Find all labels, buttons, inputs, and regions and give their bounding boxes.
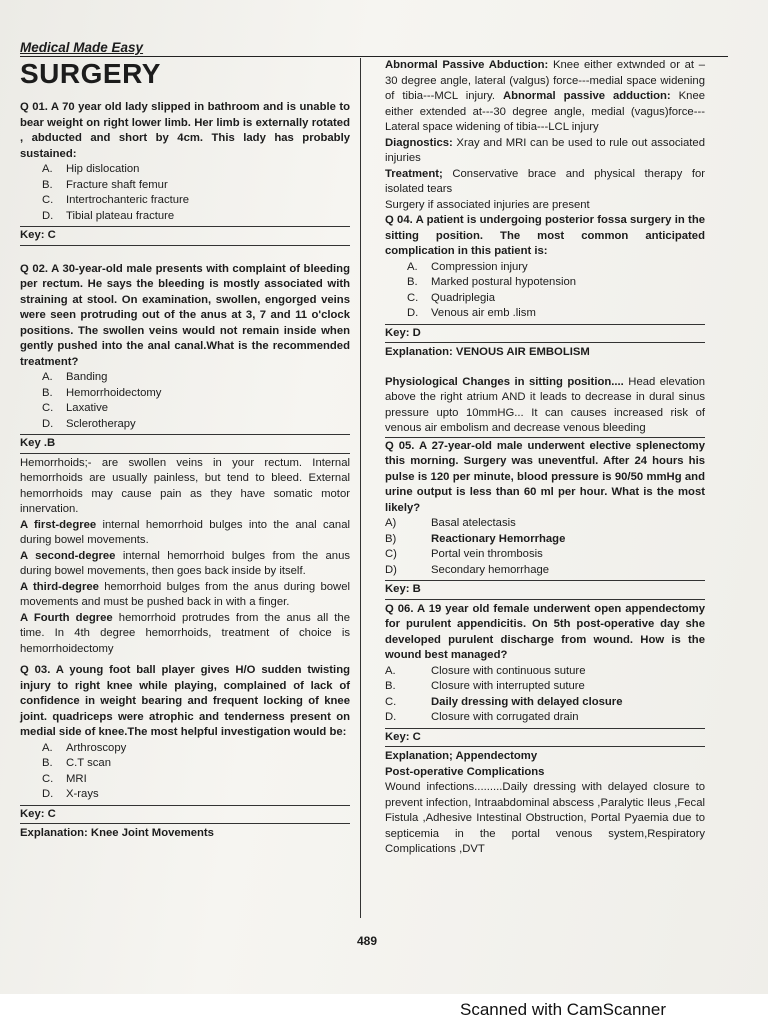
question-3: Q 03. A young foot ball player gives H/O sudden twisting injury to right knee while playing, complained of lack of confidence in weight bearing and frequent locking of knee joint. quadriceps were atrophic and tenderness present on medial side of knee.The most helpful investigation would be: — [20, 664, 350, 738]
diagnostics-text: Diagnostics: Xray and MRI can be used to rule out associated injuries — [385, 136, 705, 164]
surgery-text: Surgery if associated injuries are present — [385, 198, 590, 211]
explanation-q3: Explanation: Knee Joint Movements — [20, 827, 214, 839]
explanation-second-degree: A second-degree internal hemorrhoid bulges from the anus during bowel movements, then goes back inside by itself. — [20, 549, 350, 577]
option-d: D. Closure with corrugated drain — [385, 711, 579, 723]
scanner-watermark: Scanned with CamScanner — [460, 1000, 667, 1019]
explanation-q6-body: Wound infections.........Daily dressing with delayed closure to prevent infection, Intraabdominal abscess ,Paralytic Ileus ,Fecal Fistula ,Adhesive Intestinal Obstruction, Portal Pyaemia due to septicemia in the portal venous system,Respiratory Complications ,DVT — [385, 781, 705, 855]
explanation-hemorrhoids: Hemorrhoids;- are swollen veins in your rectum. Internal hemorrhoids are usually painless, but tend to bleed. External hemorrhoids may cause pain as they have somatic motor innervation. — [20, 456, 350, 515]
option-c: C) Portal vein thrombosis — [385, 548, 543, 560]
option-d: D) Secondary hemorrhage — [385, 563, 550, 576]
options-q5 — [385, 516, 705, 578]
option-c: C. Daily dressing with delayed closure — [385, 695, 623, 708]
option-c: C. Intertrochanteric fracture — [42, 194, 190, 206]
option-c: C. Quadriplegia — [407, 291, 496, 304]
option-a: A. Banding — [42, 371, 108, 383]
question-4: Q 04. A patient is undergoing posterior fossa surgery in the sitting position. The most common anticipated complication in this patient is: — [385, 214, 705, 257]
answer-key-q5: Key: B — [385, 580, 705, 600]
question-2: Q 02. A 30-year-old male presents with complaint of bleeding per rectum. He says the bleeding is mostly associated with straining at stool. On examination, swollen, engorged veins were seen protruding out of the anus at 3, 7 and 11 o'clock positions. The swollen veins would not remain inside when gently pushed into the anal canal.What is the recommended treatment? — [20, 262, 350, 368]
option-b: B. Hemorrhoidectomy — [42, 386, 162, 399]
subject-title: SURGERY — [20, 58, 161, 89]
treatment-text: Treatment; Conservative brace and physical therapy for isolated tears — [385, 167, 705, 195]
answer-key-q1: Key: C — [20, 226, 350, 246]
answer-key-q3: Key: C — [20, 805, 350, 825]
answer-key-q2: Key .B — [20, 434, 350, 454]
answer-key-q6: Key: C — [385, 728, 705, 748]
options-q1 — [20, 162, 350, 224]
explanation-q4: Explanation: VENOUS AIR EMBOLISM — [385, 346, 590, 358]
options-q3 — [20, 741, 350, 803]
explanation-third-degree: A third-degree hemorrhoid bulges from the anus during bowel movements and must be pushed back in with a finger. — [20, 580, 350, 608]
page-number: 489 — [357, 934, 378, 948]
option-b: B. Marked postural hypotension — [407, 276, 577, 288]
option-d: D. Tibial plateau fracture — [42, 209, 175, 222]
answer-key-q4: Key: D — [385, 324, 705, 344]
option-d: D. Venous air emb .lism — [407, 307, 536, 319]
option-b: B) Reactionary Hemorrhage — [385, 532, 566, 545]
options-q4 — [385, 260, 705, 322]
option-b: B. Closure with interrupted suture — [385, 680, 585, 692]
header-rule — [20, 56, 728, 57]
options-q6 — [385, 664, 705, 726]
question-1: Q 01. A 70 year old lady slipped in bathroom and is unable to bear weight on right lower limb. Her limb is externally rotated , abducted and short by 4cm. This lady has probably sustained: — [20, 101, 350, 160]
explanation-q6-title: Explanation; Appendectomy — [385, 750, 538, 762]
option-c: C. MRI — [42, 772, 87, 785]
explanation-first-degree: A first-degree internal hemorrhoid bulges into the anal canal during bowel movements. — [20, 518, 350, 546]
option-a: A) Basal atelectasis — [385, 517, 516, 529]
option-a: A. Compression injury — [407, 260, 528, 273]
option-b: B. C.T scan — [42, 757, 111, 769]
option-a: A. Hip dislocation — [42, 163, 140, 175]
right-column — [385, 58, 705, 858]
column-divider — [360, 58, 361, 918]
explanation-q6-subtitle: Post-operative Complications — [385, 765, 545, 778]
brand-header: Medical Made Easy — [20, 40, 144, 55]
options-q2 — [20, 370, 350, 432]
option-b: B. Fracture shaft femur — [42, 178, 168, 191]
question-6: Q 06. A 19 year old female underwent open appendectomy for purulent appendicitis. On 5th post-operative day she developed purulent discharge from wound. How is the wound best managed? — [385, 602, 705, 661]
explanation-fourth-degree: A Fourth degree hemorrhoid protrudes from the anus all the time. In 4th degree hemorrhoids, treatment of choice is hemorrhoidectomy — [20, 611, 350, 655]
option-a: A. Arthroscopy — [42, 741, 127, 754]
option-d: D. X-rays — [42, 788, 99, 800]
question-5: Q 05. A 27-year-old male underwent elective splenectomy this morning. Surgery was uneventful. After 24 hours his pulse is 120 per minute, blood pressure is 90/50 mmHg and urine output is less than 60 ml per hour. What is the most likely? — [385, 437, 705, 517]
knee-abduction-text: Abnormal Passive Abduction: Knee either extwnded or at –30 degree angle, lateral (valgus) force---medial space widening of tibia---MCL injury. Abnormal passive adduction: Knee either extended at---30 degree angle, medial (vagus)force---Lateral space widening of tibia---LCL injury — [385, 59, 706, 133]
physiological-changes-text: Physiological Changes in sitting position.... Head elevation above the right atrium AND it leads to decrease in dural sinus pressure upto 10mmHG... It can causes increased risk of venous air embolism and decrease venous bleeding — [385, 375, 705, 434]
left-column — [20, 100, 350, 842]
option-c: C. Laxative — [42, 402, 109, 414]
option-a: A. Closure with continuous suture — [385, 664, 586, 677]
option-d: D. Sclerotherapy — [42, 417, 136, 430]
